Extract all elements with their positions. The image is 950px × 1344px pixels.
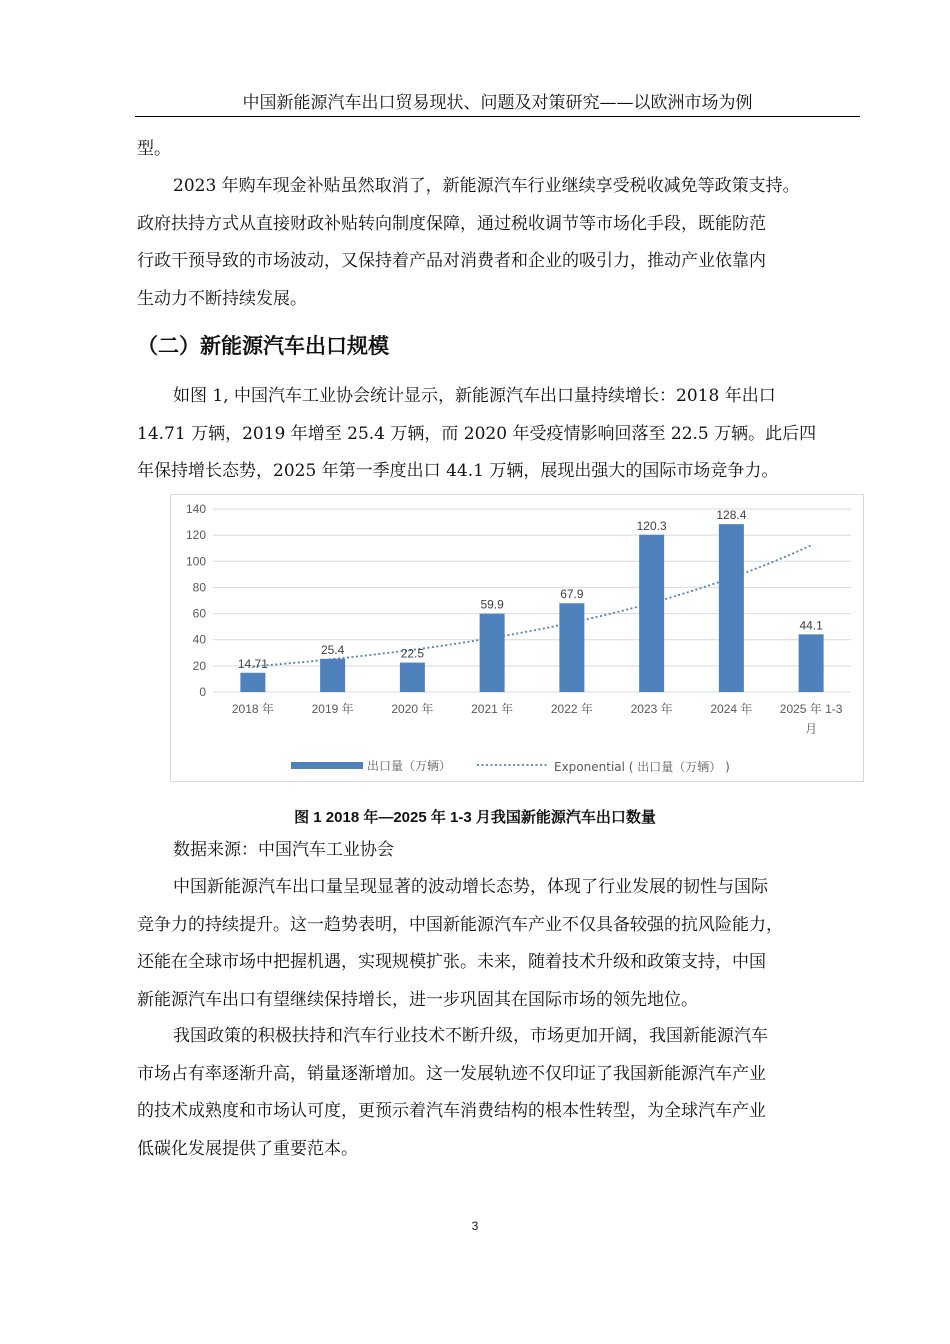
text-line: 生动力不断持续发展。 bbox=[137, 288, 307, 309]
text-line: 竞争力的持续提升。这一趋势表明，中国新能源汽车产业不仅具备较强的抗风险能力， bbox=[137, 914, 783, 935]
figure-caption: 图 1 2018 年—2025 年 1-3 月我国新能源汽车出口数量 bbox=[294, 809, 656, 826]
text-line: 行政干预导致的市场波动，又保持着产品对消费者和企业的吸引力，推动产业依靠内 bbox=[137, 251, 766, 271]
x-tick-label: 2024 年 bbox=[710, 702, 753, 716]
text-line: 型。 bbox=[137, 139, 171, 159]
text-line: 14.71 万辆，2019 年增至 25.4 万辆，而 2020 年受疫情影响回落至 22.5 万辆。此后四 bbox=[137, 423, 817, 444]
data-label: 120.3 bbox=[636, 518, 667, 533]
paragraph-policy-support bbox=[137, 1018, 859, 1168]
paragraph-trend-analysis bbox=[137, 869, 859, 1019]
x-tick-label: 2018 年 bbox=[231, 702, 274, 716]
text-line: 的技术成熟度和市场认可度，更预示着汽车消费结构的根本性转型，为全球汽车产业 bbox=[137, 1101, 766, 1121]
y-axis-ticks bbox=[186, 502, 206, 699]
y-tick-label: 20 bbox=[192, 658, 206, 673]
x-tick-label: 2023 年 bbox=[630, 702, 673, 716]
y-tick-label: 40 bbox=[192, 632, 206, 647]
section-heading: （二）新能源汽车出口规模 bbox=[137, 334, 389, 358]
text-line: 中国新能源汽车出口量呈现显著的波动增长态势，体现了行业发展的韧性与国际 bbox=[173, 877, 768, 897]
text-line: 我国政策的积极扶持和汽车行业技术不断升级，市场更加开阔，我国新能源汽车 bbox=[173, 1026, 768, 1046]
legend-bar-swatch bbox=[291, 762, 363, 769]
x-tick-label: 2021 年 bbox=[471, 702, 514, 716]
data-label: 14.71 bbox=[237, 656, 268, 671]
gridlines bbox=[213, 509, 851, 692]
data-label: 22.5 bbox=[400, 646, 425, 661]
legend-trend-label: Exponential ( 出口量（万辆） ) bbox=[554, 760, 730, 774]
chart-svg bbox=[171, 495, 863, 781]
data-label: 59.9 bbox=[480, 597, 504, 612]
y-tick-label: 80 bbox=[192, 580, 206, 595]
y-tick-label: 140 bbox=[185, 502, 206, 516]
x-tick-label: 2022 年 bbox=[550, 702, 593, 716]
bar bbox=[719, 524, 744, 692]
text-line: 市场占有率逐渐升高，销量逐渐增加。这一发展轨迹不仅印证了我国新能源汽车产业 bbox=[137, 1063, 766, 1084]
data-label: 128.4 bbox=[716, 508, 747, 523]
x-tick-label: 2025 年 1-3 月 bbox=[779, 702, 843, 736]
bar bbox=[480, 614, 505, 692]
bar bbox=[639, 535, 664, 692]
legend bbox=[291, 758, 730, 774]
bars bbox=[237, 524, 823, 692]
text-line: 还能在全球市场中把握机遇，实现规模扩张。未来，随着技术升级和政策支持，中国 bbox=[137, 952, 766, 972]
data-source: 数据来源：中国汽车工业协会 bbox=[173, 840, 394, 860]
text-line: 年保持增长态势，2025 年第一季度出口 44.1 万辆，展现出强大的国际市场竞争力。 bbox=[137, 461, 779, 481]
paragraph-continuation bbox=[137, 131, 859, 169]
x-tick-label: 2020 年 bbox=[391, 702, 434, 716]
bar bbox=[240, 673, 265, 692]
x-axis-ticks bbox=[232, 701, 843, 736]
text-line: 低碳化发展提供了重要范本。 bbox=[137, 1138, 358, 1159]
paragraph-subsidy bbox=[137, 168, 859, 318]
page-number: 3 bbox=[471, 1219, 479, 1233]
legend-bar-label: 出口量（万辆） bbox=[367, 759, 452, 773]
y-tick-label: 120 bbox=[185, 528, 206, 543]
data-label: 67.9 bbox=[560, 587, 584, 602]
x-tick-label: 2019 年 bbox=[311, 702, 354, 716]
paragraph-export-scale bbox=[137, 378, 859, 491]
text-line: 政府扶持方式从直接财政补贴转向制度保障，通过税收调节等市场化手段，既能防范 bbox=[137, 213, 766, 234]
bar bbox=[559, 603, 584, 692]
text-line: 2023 年购车现金补贴虽然取消了，新能源汽车行业继续享受税收减免等政策支持。 bbox=[173, 176, 800, 196]
y-tick-label: 0 bbox=[199, 685, 206, 699]
bar bbox=[320, 659, 345, 692]
y-tick-label: 100 bbox=[185, 554, 206, 569]
export-volume-chart bbox=[170, 494, 864, 782]
data-label: 25.4 bbox=[320, 642, 345, 657]
bar bbox=[799, 634, 824, 692]
y-tick-label: 60 bbox=[192, 606, 206, 621]
text-line: 新能源汽车出口有望继续保持增长，进一步巩固其在国际市场的领先地位。 bbox=[137, 989, 698, 1010]
data-label: 44.1 bbox=[799, 618, 823, 633]
bar bbox=[400, 663, 425, 692]
text-line: 如图 1, 中国汽车工业协会统计显示，新能源汽车出口量持续增长：2018 年出口 bbox=[173, 386, 776, 406]
page-header: 中国新能源汽车出口贸易现状、问题及对策研究——以欧洲市场为例 bbox=[135, 92, 860, 117]
